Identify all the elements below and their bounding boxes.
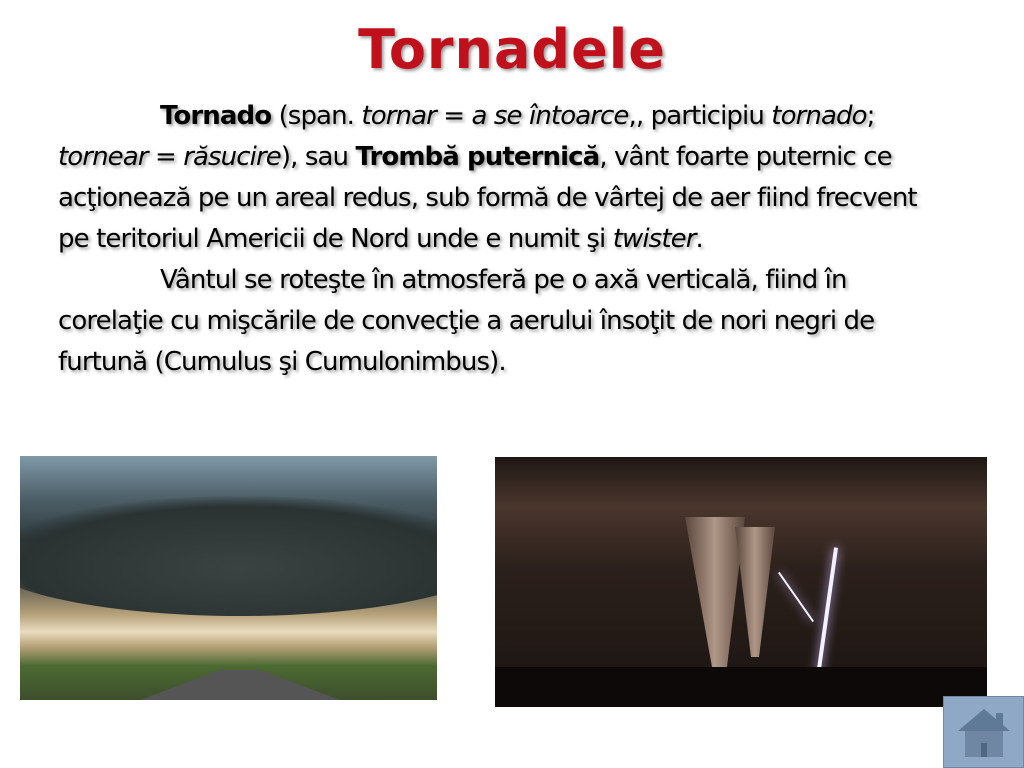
text: (span. — [271, 101, 362, 131]
text: ; — [866, 101, 875, 131]
paragraph-2 — [58, 260, 938, 383]
etymology: tornar = a se întoarce — [361, 101, 629, 131]
text: ,, participiu — [628, 101, 772, 131]
etymology: tornear = răsucire — [58, 142, 281, 172]
text: . — [695, 224, 703, 254]
body-text — [58, 96, 938, 383]
paragraph-1 — [58, 96, 938, 260]
slide-title: Tornadele — [358, 18, 666, 81]
term-twister: twister — [612, 224, 696, 254]
term-tornado: Tornado — [160, 101, 272, 131]
text: , vânt foarte puternic ce acţionează pe un areal redus, sub formă de vârtej de aer fiind frecvent pe teritoriul Americii de Nord unde e numit şi — [58, 142, 917, 254]
text: ), sau — [280, 142, 356, 172]
home-icon — [956, 705, 1012, 759]
supercell-storm-photo — [20, 456, 437, 700]
text: Vântul se roteşte în atmosferă pe o axă verticală, fiind în corelaţie cu mişcările de convecţie a aerului însoţit de nori negri de furtună (Cumulus şi Cumulonimbus). — [58, 265, 875, 377]
home-button[interactable] — [943, 696, 1024, 768]
tornado-lightning-photo — [495, 457, 987, 707]
term-tromba: Trombă puternică — [355, 142, 600, 172]
etymology: tornado — [771, 101, 867, 131]
